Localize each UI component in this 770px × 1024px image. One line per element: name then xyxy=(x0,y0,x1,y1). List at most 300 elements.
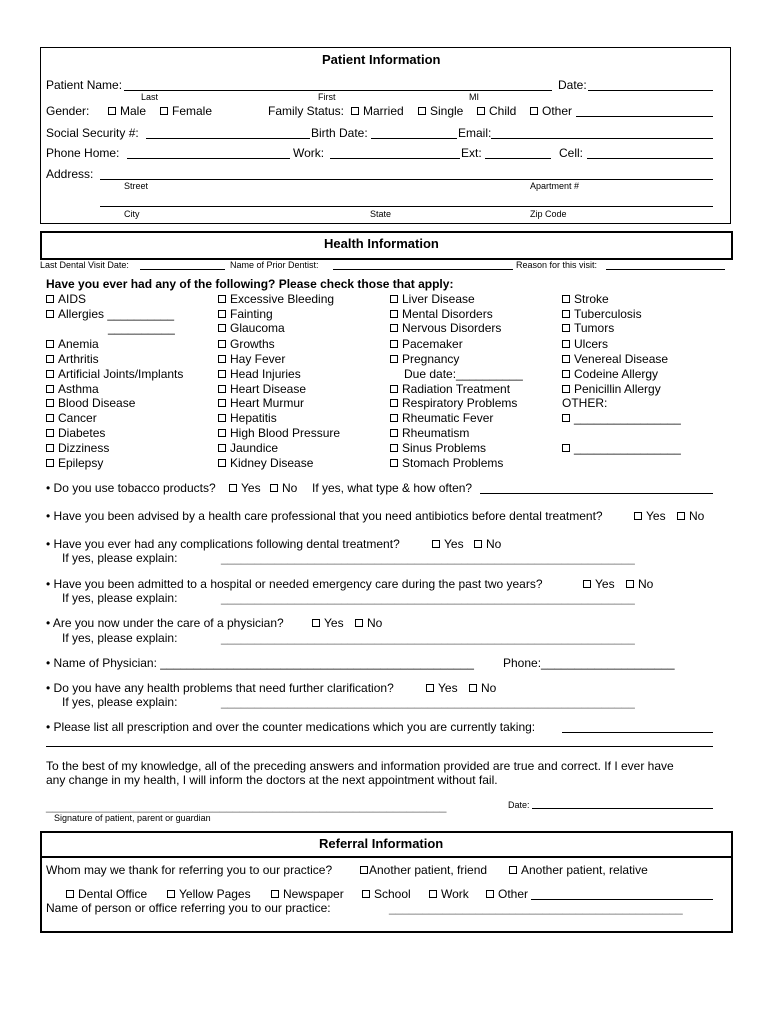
checkbox-icon[interactable] xyxy=(390,429,398,437)
checkbox-icon[interactable] xyxy=(46,399,54,407)
health-problems-yes-option[interactable] xyxy=(426,681,458,695)
checkbox-icon[interactable] xyxy=(390,310,398,318)
checkbox-icon[interactable] xyxy=(218,414,226,422)
condition-label: Stomach Problems xyxy=(402,456,504,470)
yes-label: Yes xyxy=(241,481,261,495)
referral-option-work[interactable] xyxy=(429,887,469,901)
bullet-icon: • xyxy=(46,577,51,591)
checkbox-icon[interactable] xyxy=(46,444,54,452)
yes-label: Yes xyxy=(324,616,344,630)
condition-label: Codeine Allergy xyxy=(574,367,659,381)
explain-field[interactable]: ______________________________________________________________ xyxy=(221,591,635,605)
checkbox-icon[interactable] xyxy=(562,385,570,393)
condition-label: Diabetes xyxy=(58,426,106,440)
no-label: No xyxy=(282,481,298,495)
reason-label: Reason for this visit: xyxy=(516,260,598,270)
zip-caption: Zip Code xyxy=(530,209,567,219)
antibiotics-no-option[interactable] xyxy=(677,509,704,523)
condition-item[interactable] xyxy=(46,396,135,410)
condition-item[interactable] xyxy=(218,367,301,381)
checkbox-icon[interactable] xyxy=(218,355,226,363)
condition-item[interactable] xyxy=(46,456,103,470)
yes-label: Yes xyxy=(438,681,458,695)
signature-date-field[interactable] xyxy=(532,808,713,809)
condition-label: Mental Disorders xyxy=(402,307,493,321)
condition-item[interactable] xyxy=(46,411,97,425)
cell-label: Cell: xyxy=(559,146,584,160)
condition-item[interactable] xyxy=(218,352,285,366)
physician-care-question xyxy=(46,616,284,630)
checkbox-icon[interactable] xyxy=(530,107,538,115)
referral-option-label: Work xyxy=(441,887,469,901)
checkbox-icon[interactable] xyxy=(229,484,237,492)
condition-label: Tuberculosis xyxy=(574,307,642,321)
checkbox-icon[interactable] xyxy=(270,484,278,492)
explain-label: If yes, please explain: xyxy=(62,551,178,565)
condition-item[interactable] xyxy=(562,367,658,381)
condition-item[interactable] xyxy=(390,456,503,470)
checkbox-icon[interactable] xyxy=(360,866,368,874)
checkbox-icon[interactable] xyxy=(390,385,398,393)
referral-option-label: Other xyxy=(498,887,529,901)
phone-home-field[interactable] xyxy=(127,158,290,159)
checkbox-icon[interactable] xyxy=(477,107,485,115)
condition-label: Tumors xyxy=(574,321,615,335)
condition-label: Pacemaker xyxy=(402,337,463,351)
tobacco-question xyxy=(46,481,216,495)
condition-label: Radiation Treatment xyxy=(402,382,511,396)
checkbox-icon[interactable] xyxy=(46,385,54,393)
bullet-icon: • xyxy=(46,681,51,695)
hospital-no-option[interactable] xyxy=(626,577,653,591)
yes-label: Yes xyxy=(646,509,666,523)
condition-item[interactable] xyxy=(562,292,609,306)
checkbox-icon[interactable] xyxy=(218,324,226,332)
condition-label: Dizziness xyxy=(58,441,110,455)
checkbox-icon[interactable] xyxy=(418,107,426,115)
last-name-caption: Last xyxy=(141,92,159,102)
condition-label: Kidney Disease xyxy=(230,456,314,470)
explain-field[interactable]: ______________________________________________________________ xyxy=(221,695,635,709)
condition-label: Hay Fever xyxy=(230,352,286,366)
checkbox-icon[interactable] xyxy=(66,890,74,898)
condition-label: Heart Murmur xyxy=(230,396,305,410)
condition-item[interactable] xyxy=(562,382,661,396)
address-street-field[interactable] xyxy=(100,179,713,180)
last-visit-field[interactable] xyxy=(140,269,225,270)
health-problems-question xyxy=(46,681,394,695)
referral-name-label: Name of person or office referring you to our practice: xyxy=(46,901,331,915)
status-child-option[interactable] xyxy=(477,104,516,118)
condition-item[interactable] xyxy=(218,382,306,396)
email-field[interactable] xyxy=(491,138,713,139)
condition-label: Artificial Joints/Implants xyxy=(58,367,184,381)
checkbox-icon[interactable] xyxy=(429,890,437,898)
reason-field[interactable] xyxy=(606,269,725,270)
condition-item[interactable] xyxy=(390,292,475,306)
other-condition-blank[interactable]: ________________ xyxy=(574,411,681,425)
status-single-option[interactable] xyxy=(418,104,463,118)
condition-label: Nervous Disorders xyxy=(402,321,502,335)
condition-item[interactable] xyxy=(46,441,109,455)
gender-label: Gender: xyxy=(46,104,90,118)
medications-field[interactable] xyxy=(562,732,713,733)
date-label: Date: xyxy=(558,78,587,92)
referral-option-patient-friend[interactable] xyxy=(360,863,487,877)
condition-item[interactable] xyxy=(46,367,183,381)
patient-name-field[interactable] xyxy=(124,90,552,91)
due-date-field[interactable]: Due date:__________ xyxy=(404,367,523,381)
referral-question: Whom may we thank for referring you to our practice? xyxy=(46,863,333,877)
bullet-icon: • xyxy=(46,509,51,523)
checkbox-icon[interactable] xyxy=(677,512,685,520)
checkbox-icon[interactable] xyxy=(390,324,398,332)
complications-question-text: Have you ever had any complications following dental treatment? xyxy=(53,537,400,551)
referral-option-dental-office[interactable] xyxy=(66,887,147,901)
checkbox-icon[interactable] xyxy=(218,459,226,467)
referral-option-label: Another patient, relative xyxy=(521,863,648,877)
condition-item[interactable] xyxy=(562,337,608,351)
checkbox-icon[interactable] xyxy=(312,619,320,627)
checkbox-icon[interactable] xyxy=(218,385,226,393)
complications-yes-option[interactable] xyxy=(432,537,464,551)
condition-label: Stroke xyxy=(574,292,609,306)
checkbox-icon[interactable] xyxy=(362,890,370,898)
condition-item[interactable] xyxy=(218,396,304,410)
condition-item[interactable] xyxy=(218,337,275,351)
antibiotics-question xyxy=(46,509,603,523)
ssn-field[interactable] xyxy=(146,138,310,139)
referral-option-label: Another patient, friend xyxy=(369,863,488,877)
status-child-label: Child xyxy=(489,104,517,118)
attestation-line-2: any change in my health, I will inform the doctors at the next appointment without fail. xyxy=(46,773,498,787)
condition-item[interactable] xyxy=(390,426,469,440)
checkbox-icon[interactable] xyxy=(562,340,570,348)
street-caption: Street xyxy=(124,181,149,191)
condition-item[interactable] xyxy=(562,321,614,335)
condition-label: Allergies __________ xyxy=(58,307,175,321)
yes-label: Yes xyxy=(595,577,615,591)
conditions-question: Have you ever had any of the following? Please check those that apply: xyxy=(46,277,454,291)
checkbox-icon[interactable] xyxy=(351,107,359,115)
referral-option-patient-relative[interactable] xyxy=(509,863,648,877)
complications-question xyxy=(46,537,400,551)
condition-item[interactable] xyxy=(562,352,668,366)
medications-question xyxy=(46,720,535,734)
referral-option-school[interactable] xyxy=(362,887,411,901)
antibiotics-question-text: Have you been advised by a health care professional that you need antibiotics before dental treatment? xyxy=(53,509,603,523)
checkbox-icon[interactable] xyxy=(271,890,279,898)
bullet-icon: • xyxy=(46,656,51,670)
physician-name-field[interactable]: Name of Physician: _______________________________________________ xyxy=(53,656,474,670)
condition-item[interactable] xyxy=(46,307,174,321)
referral-option-label: School xyxy=(374,887,411,901)
tobacco-followup-field[interactable] xyxy=(480,493,713,494)
family-status-label: Family Status: xyxy=(268,104,345,118)
condition-item[interactable] xyxy=(46,382,99,396)
condition-label: Growths xyxy=(230,337,275,351)
hospital-question-text: Have you been admitted to a hospital or needed emergency care during the past two years? xyxy=(53,577,543,591)
condition-label: Fainting xyxy=(230,307,273,321)
bullet-icon: • xyxy=(46,481,51,495)
condition-item[interactable] xyxy=(390,352,459,366)
checkbox-icon[interactable] xyxy=(218,310,226,318)
condition-item[interactable] xyxy=(390,382,510,396)
referral-title-divider xyxy=(40,856,731,858)
checkbox-icon[interactable] xyxy=(390,399,398,407)
explain-field[interactable]: ______________________________________________________________ xyxy=(221,551,635,565)
condition-label: Liver Disease xyxy=(402,292,475,306)
status-married-option[interactable] xyxy=(351,104,404,118)
hospital-yes-option[interactable] xyxy=(583,577,615,591)
bullet-icon: • xyxy=(46,720,51,734)
ext-label: Ext: xyxy=(461,146,482,160)
no-label: No xyxy=(689,509,705,523)
other-conditions-label: OTHER: xyxy=(562,396,608,410)
tobacco-no-option[interactable] xyxy=(270,481,297,495)
checkbox-icon[interactable] xyxy=(218,370,226,378)
condition-item[interactable] xyxy=(46,426,105,440)
health-problems-question-text: Do you have any health problems that need further clarification? xyxy=(53,681,394,695)
no-label: No xyxy=(481,681,497,695)
condition-label: Ulcers xyxy=(574,337,609,351)
referral-option-label: Yellow Pages xyxy=(179,887,251,901)
ext-field[interactable] xyxy=(485,158,551,159)
checkbox-icon[interactable] xyxy=(218,340,226,348)
tobacco-question-text: Do you use tobacco products? xyxy=(53,481,216,495)
no-label: No xyxy=(486,537,502,551)
cell-field[interactable] xyxy=(587,158,713,159)
condition-label: Rheumatism xyxy=(402,426,470,440)
gender-male-label: Male xyxy=(120,104,147,118)
physician-care-question-text: Are you now under the care of a physician? xyxy=(52,616,284,630)
gender-female-label: Female xyxy=(172,104,213,118)
checkbox-icon[interactable] xyxy=(167,890,175,898)
checkbox-icon[interactable] xyxy=(390,340,398,348)
referral-title: Referral Information xyxy=(319,836,444,851)
referral-name-field[interactable]: ____________________________________________ xyxy=(389,901,683,915)
medications-question-text: Please list all prescription and over the counter medications which you are currently taking: xyxy=(53,720,536,734)
condition-item[interactable] xyxy=(218,321,285,335)
condition-item[interactable] xyxy=(218,441,278,455)
allergies-continuation[interactable]: __________ xyxy=(108,321,175,335)
checkbox-icon[interactable] xyxy=(390,459,398,467)
checkbox-icon[interactable] xyxy=(562,444,570,452)
no-label: No xyxy=(638,577,654,591)
checkbox-icon[interactable] xyxy=(46,310,54,318)
checkbox-icon[interactable] xyxy=(583,580,591,588)
health-problems-no-option[interactable] xyxy=(469,681,496,695)
condition-label: Arthritis xyxy=(58,352,99,366)
checkbox-icon[interactable] xyxy=(46,414,54,422)
patient-info-section xyxy=(40,47,731,224)
referral-option-yellow-pages[interactable] xyxy=(167,887,251,901)
signature-date-label: Date: xyxy=(508,800,530,810)
date-field[interactable] xyxy=(588,90,713,91)
status-married-label: Married xyxy=(363,104,404,118)
bullet-icon: • xyxy=(46,537,51,551)
condition-item[interactable] xyxy=(562,307,642,321)
work-phone-field[interactable] xyxy=(330,158,460,159)
hospital-question xyxy=(46,577,543,591)
explain-label: If yes, please explain: xyxy=(62,591,178,605)
physician-name-row[interactable] xyxy=(46,656,474,670)
condition-label: Asthma xyxy=(58,382,99,396)
condition-item[interactable] xyxy=(46,337,99,351)
no-label: No xyxy=(367,616,383,630)
ssn-label: Social Security #: xyxy=(46,126,139,140)
condition-item[interactable] xyxy=(390,396,517,410)
referral-option-other[interactable] xyxy=(486,887,528,901)
bullet-icon: • xyxy=(46,616,51,630)
condition-label: Anemia xyxy=(58,337,99,351)
last-visit-label: Last Dental Visit Date: xyxy=(40,260,129,270)
condition-item[interactable] xyxy=(46,352,99,366)
condition-label: Cancer xyxy=(58,411,97,425)
condition-label: Sinus Problems xyxy=(402,441,487,455)
condition-item[interactable] xyxy=(390,411,493,425)
signature-field[interactable]: ____________________________________________________________ xyxy=(46,799,447,813)
phone-home-label: Phone Home: xyxy=(46,146,120,160)
condition-item[interactable] xyxy=(46,292,86,306)
patient-info-title: Patient Information xyxy=(322,52,441,67)
birth-date-field[interactable] xyxy=(371,138,457,139)
checkbox-icon[interactable] xyxy=(426,684,434,692)
checkbox-icon[interactable] xyxy=(562,355,570,363)
condition-item[interactable] xyxy=(390,321,501,335)
checkbox-icon[interactable] xyxy=(218,429,226,437)
checkbox-icon[interactable] xyxy=(46,459,54,467)
checkbox-icon[interactable] xyxy=(108,107,116,115)
condition-label: Excessive Bleeding xyxy=(230,292,335,306)
checkbox-icon[interactable] xyxy=(562,370,570,378)
condition-label: Rheumatic Fever xyxy=(402,411,494,425)
address-city-field[interactable] xyxy=(100,206,713,207)
checkbox-icon[interactable] xyxy=(218,295,226,303)
apartment-caption: Apartment # xyxy=(530,181,580,191)
condition-item[interactable] xyxy=(218,411,277,425)
prior-dentist-field[interactable] xyxy=(333,269,513,270)
checkbox-icon[interactable] xyxy=(562,414,570,422)
checkbox-icon[interactable] xyxy=(46,355,54,363)
condition-item[interactable] xyxy=(218,292,334,306)
checkbox-icon[interactable] xyxy=(218,444,226,452)
condition-label: Glaucoma xyxy=(230,321,285,335)
condition-item[interactable] xyxy=(218,307,273,321)
address-label: Address: xyxy=(46,167,94,181)
work-phone-label: Work: xyxy=(293,146,325,160)
checkbox-icon[interactable] xyxy=(390,355,398,363)
explain-label: If yes, please explain: xyxy=(62,695,178,709)
tobacco-followup-label: If yes, what type & how often? xyxy=(312,481,473,495)
checkbox-icon[interactable] xyxy=(160,107,168,115)
checkbox-icon[interactable] xyxy=(562,324,570,332)
physician-no-option[interactable] xyxy=(355,616,382,630)
antibiotics-yes-option[interactable] xyxy=(634,509,666,523)
condition-label: Blood Disease xyxy=(58,396,136,410)
condition-item[interactable] xyxy=(390,441,486,455)
condition-label: Jaundice xyxy=(230,441,279,455)
checkbox-icon[interactable] xyxy=(390,414,398,422)
condition-label: Heart Disease xyxy=(230,382,307,396)
condition-label: Hepatitis xyxy=(230,411,277,425)
status-other-label: Other xyxy=(542,104,573,118)
other-condition-item[interactable] xyxy=(562,441,681,455)
condition-label: AIDS xyxy=(58,292,87,306)
email-label: Email: xyxy=(458,126,492,140)
condition-item[interactable] xyxy=(218,456,313,470)
condition-label: Venereal Disease xyxy=(574,352,669,366)
checkbox-icon[interactable] xyxy=(486,890,494,898)
gender-male-option[interactable] xyxy=(108,104,146,118)
checkbox-icon[interactable] xyxy=(46,340,54,348)
condition-item[interactable] xyxy=(390,307,493,321)
checkbox-icon[interactable] xyxy=(390,444,398,452)
checkbox-icon[interactable] xyxy=(626,580,634,588)
checkbox-icon[interactable] xyxy=(355,619,363,627)
condition-item[interactable] xyxy=(218,426,340,440)
referral-option-newspaper[interactable] xyxy=(271,887,344,901)
checkbox-icon[interactable] xyxy=(562,295,570,303)
checkbox-icon[interactable] xyxy=(562,310,570,318)
signature-caption: Signature of patient, parent or guardian xyxy=(54,813,211,823)
first-name-caption: First xyxy=(318,92,336,102)
checkbox-icon[interactable] xyxy=(46,429,54,437)
yes-label: Yes xyxy=(444,537,464,551)
state-caption: State xyxy=(370,209,392,219)
attestation-line-1: To the best of my knowledge, all of the preceding answers and information provided are true and correct. If I ever have xyxy=(46,759,674,773)
condition-label: Respiratory Problems xyxy=(402,396,518,410)
checkbox-icon[interactable] xyxy=(46,370,54,378)
referral-option-label: Dental Office xyxy=(78,887,148,901)
condition-item[interactable] xyxy=(390,337,463,351)
patient-name-label: Patient Name: xyxy=(46,78,123,92)
checkbox-icon[interactable] xyxy=(509,866,517,874)
other-condition-blank[interactable]: ________________ xyxy=(574,441,681,455)
complications-no-option[interactable] xyxy=(474,537,501,551)
health-info-title: Health Information xyxy=(324,236,439,251)
condition-label: Penicillin Allergy xyxy=(574,382,661,396)
checkbox-icon[interactable] xyxy=(469,684,477,692)
physician-phone-field[interactable]: Phone:____________________ xyxy=(503,656,675,670)
condition-label: Head Injuries xyxy=(230,367,301,381)
checkbox-icon[interactable] xyxy=(474,540,482,548)
prior-dentist-label: Name of Prior Dentist: xyxy=(230,260,319,270)
gender-female-option[interactable] xyxy=(160,104,212,118)
explain-field[interactable]: ______________________________________________________________ xyxy=(221,631,635,645)
tobacco-yes-option[interactable] xyxy=(229,481,261,495)
condition-label: Pregnancy xyxy=(402,352,460,366)
mi-caption: MI xyxy=(469,92,479,102)
birth-date-label: Birth Date: xyxy=(311,126,368,140)
referral-other-field[interactable] xyxy=(531,899,713,900)
status-other-option[interactable] xyxy=(530,104,572,118)
medications-field-line-2[interactable] xyxy=(46,746,713,747)
checkbox-icon[interactable] xyxy=(390,295,398,303)
referral-option-label: Newspaper xyxy=(283,887,344,901)
checkbox-icon[interactable] xyxy=(432,540,440,548)
physician-yes-option[interactable] xyxy=(312,616,344,630)
checkbox-icon[interactable] xyxy=(218,399,226,407)
checkbox-icon[interactable] xyxy=(634,512,642,520)
status-other-field[interactable] xyxy=(576,116,713,117)
city-caption: City xyxy=(124,209,140,219)
condition-label: High Blood Pressure xyxy=(230,426,341,440)
other-condition-item[interactable] xyxy=(562,411,681,425)
status-single-label: Single xyxy=(430,104,464,118)
condition-label: Epilepsy xyxy=(58,456,104,470)
checkbox-icon[interactable] xyxy=(46,295,54,303)
